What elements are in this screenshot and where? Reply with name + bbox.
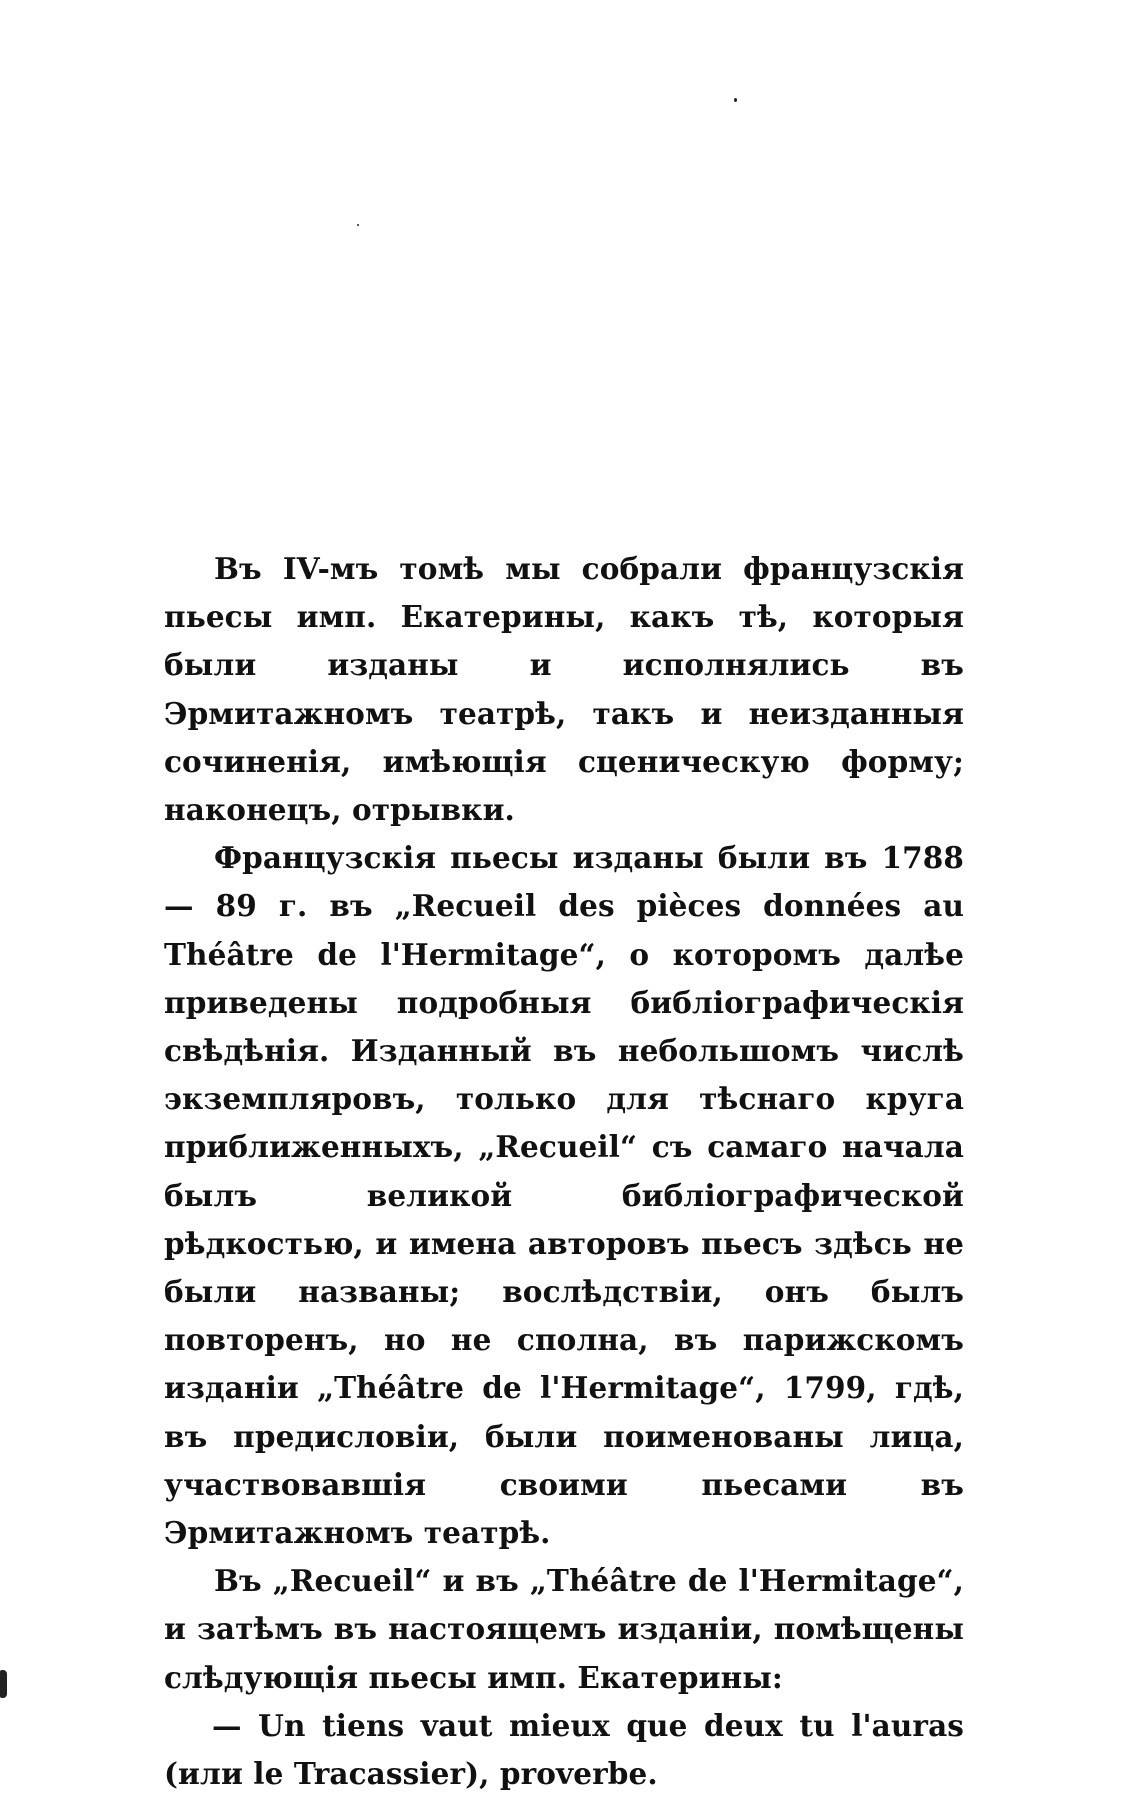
page-edge-mark <box>0 1670 7 1698</box>
body-text <box>164 545 964 1798</box>
paragraph-intro: Въ IV-мъ томѣ мы собрали французскія пьесы имп. Екатерины, какъ тѣ, которыя были изданы и исполнялись въ Эрмитажномъ театрѣ, такъ и неизданныя сочиненія, имѣющія сценическую форму; наконецъ, отрывки. <box>164 551 964 828</box>
ink-speck <box>357 224 359 226</box>
paragraph-recueil-history: Французскія пьесы изданы были въ 1788 — 89 г. въ „Recueil des pièces données au Théâtre de l'Hermitage“, о которомъ далѣе приведены подробныя библіографическія свѣдѣнія. Изданный въ небольшомъ числѣ экземпляровъ, только для тѣснаго круга приближенныхъ, „Recueil“ съ самаго начала былъ великой библіографической рѣдкостью, и имена авторовъ пьесъ здѣсь не были названы; вослѣдствіи, онъ былъ повторенъ, но не сполна, въ парижскомъ изданіи „Théâtre de l'Hermitage“, 1799, гдѣ, въ предисловіи, были поименованы лица, участвовавшія своими пьесами въ Эрмитажномъ театрѣ. <box>164 840 964 1551</box>
ink-speck <box>734 98 737 102</box>
list-item-play: — Un tiens vaut mieux que deux tu l'auras (или le Tracassier), proverbe. <box>164 1707 964 1792</box>
paragraph-plays-list-intro: Въ „Recueil“ и въ „Théâtre de l'Hermitage“, и затѣмъ въ настоящемъ изданіи, помѣщены слѣдующія пьесы имп. Екатерины: <box>164 1563 964 1695</box>
